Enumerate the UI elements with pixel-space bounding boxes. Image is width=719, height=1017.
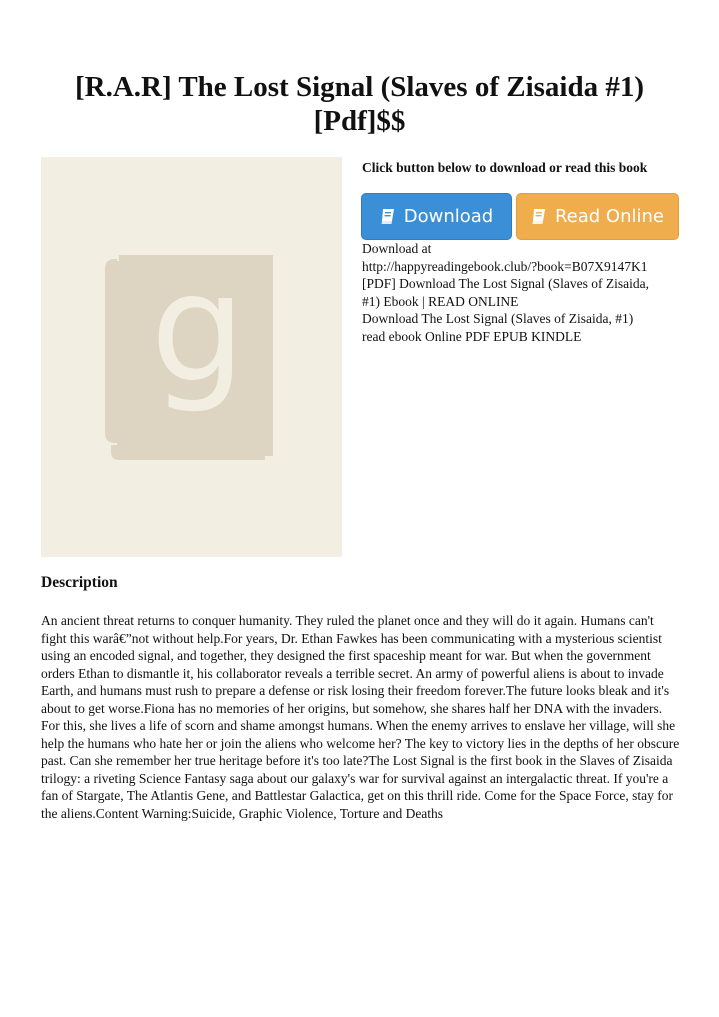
goodreads-book-icon [105,255,280,460]
info-line: Download The Lost Signal (Slaves of Zisaida, #1) [362,311,634,326]
page-title: [R.A.R] The Lost Signal (Slaves of Zisaida #1) [Pdf]$$ [74,71,645,137]
description-text: An ancient threat returns to conquer humanity. They ruled the planet once and they will do it again. Humans can't fight this warâ€”not without help.For years, Dr. Ethan Fawkes has been communicating with a mysterious scientist using an encoded signal, and together, they designed the first spaceship meant for war. But when the government orders Ethan to dismantle it, his collaborator reveals a terrible secret. An army of powerful aliens is about to invade Earth, and humans must rush to prepare a defense or risk losing their freedom forever.The future looks bleak and it's about to get worse.Fiona has no memories of her origins, but somehow, she shares half her DNA with the invaders. For this, she lives a life of scorn and shame amongst humans. When the enemy arrives to enslave her village, will she help the humans who hate her or join the aliens who welcome her? The key to victory lies in the depths of her obscure past. Can she remember her true heritage before it's too late?The Lost Signal is the first book in the Slaves of Zisaida trilogy: a riveting Science Fantasy saga about our galaxy's war for survival against an intergalactic threat. If you're a fan of Stargate, The Atlantis Gene, and Battlestar Galactica, get on this thrill ride. Come for the Space Force, stay for the aliens.Content Warning:Suicide, Graphic Violence, Torture and Deaths [41,613,680,821]
download-button[interactable] [361,193,512,240]
info-link[interactable]: http://happyreadingebook.club/?book=B07X9147K1 [362,258,648,274]
book-icon [380,208,396,225]
cover-letter: g [150,255,246,416]
info-line: #1) Ebook | READ ONLINE [362,293,519,309]
download-prompt: Click button below to download or read this book [362,160,648,175]
description-heading: Description [41,574,118,591]
info-line: Download at [362,241,432,256]
read-online-button-label: Read Online [554,206,664,227]
info-line: [PDF] Download The Lost Signal (Slaves of Zisaida, [362,276,649,291]
book-cover-placeholder [41,157,342,557]
download-button-label: Download [403,206,494,227]
info-line: read ebook Online PDF EPUB KINDLE [362,328,582,344]
download-info [362,240,692,345]
read-online-button[interactable] [516,193,679,240]
book-icon [531,208,547,225]
